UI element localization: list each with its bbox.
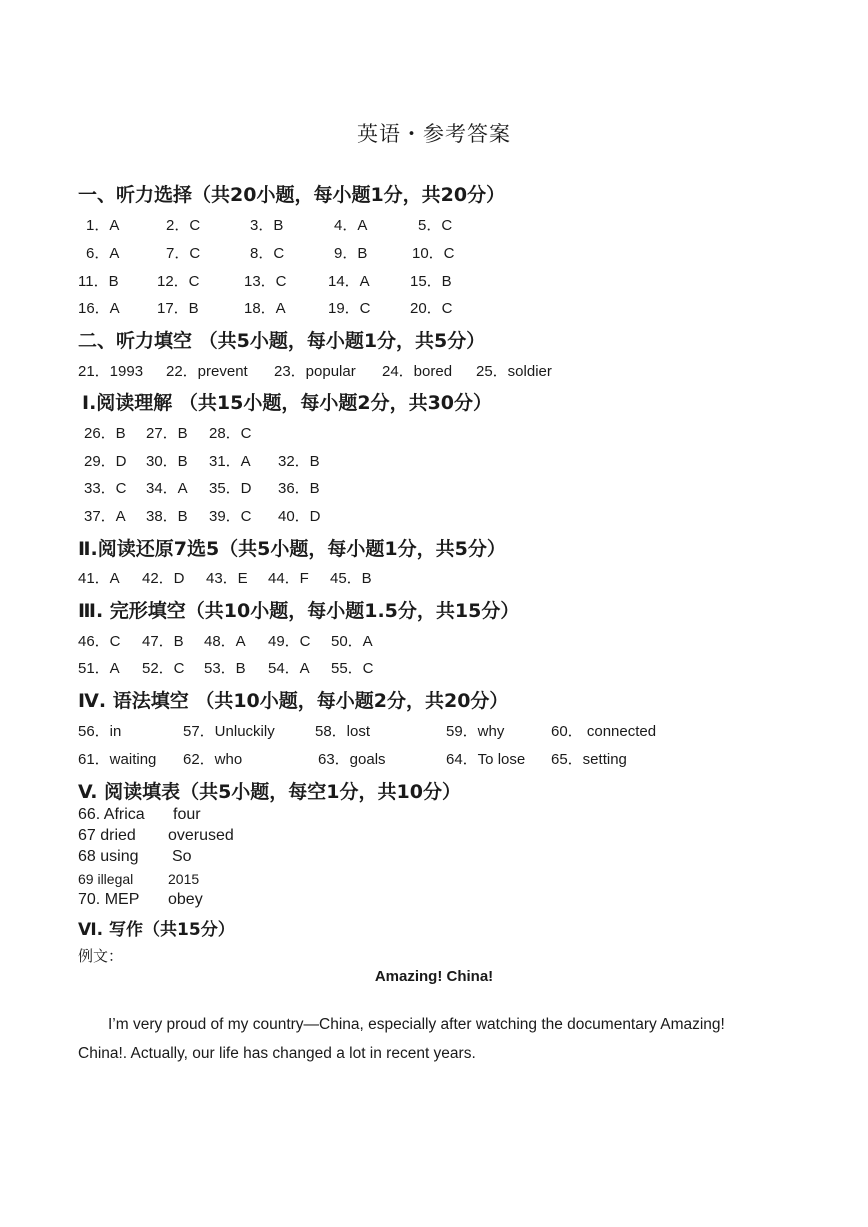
answer-item: 2015	[168, 871, 200, 887]
section-heading-grammar: Ⅳ. 语法填空 （共10小题，每小题2分，共20分）	[78, 690, 509, 712]
answer-item: 32．B	[278, 453, 320, 470]
answer-item: 44．F	[268, 570, 309, 587]
answer-item: 37．A	[84, 508, 126, 525]
section-heading-table-fill: V. 阅读填表（共5小题，每空1分，共10分）	[78, 781, 461, 803]
answer-item: 36．B	[278, 480, 320, 497]
answer-item: 48．A	[204, 633, 246, 650]
section-heading-listening-choice: 一、听力选择（共20小题，每小题1分，共20分）	[78, 184, 506, 206]
answer-item: 25．soldier	[476, 363, 552, 380]
answer-item: 19．C	[328, 300, 371, 317]
answer-item: 29．D	[84, 453, 127, 470]
answer-item: 31．A	[209, 453, 251, 470]
page-title: 英语・参考答案	[357, 122, 511, 146]
answer-item: 14．A	[328, 273, 370, 290]
section-heading-writing: Ⅵ. 写作（共15分）	[78, 920, 235, 940]
answer-item: 17．B	[157, 300, 199, 317]
answer-item: 35．D	[209, 480, 252, 497]
answer-item: 8．C	[250, 245, 285, 262]
answer-item: 26．B	[84, 425, 126, 442]
answer-item: 60． connected	[551, 723, 657, 740]
answer-item: 38．B	[146, 508, 188, 525]
answer-item: 10．C	[412, 245, 455, 262]
answer-item: 47．B	[142, 633, 184, 650]
answer-item: 24．bored	[382, 363, 453, 380]
answer-item: 4．A	[334, 217, 368, 234]
answer-item: 50．A	[331, 633, 373, 650]
answer-item: 18．A	[244, 300, 286, 317]
example-label: 例文：	[78, 947, 124, 965]
answer-item: 55．C	[331, 660, 374, 677]
answer-item: 53．B	[204, 660, 246, 677]
answer-item: 64．To lose	[446, 751, 526, 768]
answer-item: 15．B	[410, 273, 452, 290]
answer-item: 46．C	[78, 633, 121, 650]
section-heading-cloze: Ⅲ. 完形填空（共10小题，每小题1.5分，共15分）	[78, 600, 520, 622]
answer-item: 43．E	[206, 570, 248, 587]
answer-item: 40．D	[278, 508, 321, 525]
answer-item: overused	[168, 827, 234, 844]
answer-item: 34．A	[146, 480, 188, 497]
answer-item: 56．in	[78, 723, 122, 740]
answer-item: 63．goals	[318, 751, 386, 768]
answer-item: 65．setting	[551, 751, 627, 768]
answer-item: 22．prevent	[166, 363, 248, 380]
essay-title: Amazing! China!	[374, 968, 494, 985]
answer-item: 39．C	[209, 508, 252, 525]
answer-item: 21．1993	[78, 363, 144, 380]
answer-item: 58．lost	[315, 723, 371, 740]
answer-item: 16．A	[78, 300, 120, 317]
answer-item: 66. Africa	[78, 806, 145, 823]
answer-item: 3．B	[250, 217, 284, 234]
answer-item: 27．B	[146, 425, 188, 442]
section-heading-listening-fill: 二、听力填空 （共5小题，每小题1分，共5分）	[78, 330, 486, 352]
answer-item: 57．Unluckily	[183, 723, 275, 740]
answer-item: four	[173, 806, 201, 823]
answer-item: 2．C	[166, 217, 201, 234]
answer-item: 1．A	[86, 217, 120, 234]
answer-item: 52．C	[142, 660, 185, 677]
answer-item: 70. MEP	[78, 891, 140, 908]
answer-item: 42．D	[142, 570, 185, 587]
answer-item: 20．C	[410, 300, 453, 317]
section-heading-reading: Ⅰ.阅读理解 （共15小题，每小题2分，共30分）	[82, 392, 493, 414]
answer-item: 59．why	[446, 723, 505, 740]
answer-item: obey	[168, 891, 203, 908]
answer-item: 69 illegal	[78, 871, 134, 887]
answer-item: 61．waiting	[78, 751, 157, 768]
answer-item: 9．B	[334, 245, 368, 262]
answer-item: So	[172, 848, 192, 865]
essay-paragraph: I’m very proud of my country—China, especially after watching the documentary Amazing! China!. Actually, our life has changed a lot in recent years.	[78, 1016, 725, 1062]
answer-item: 41．A	[78, 570, 120, 587]
answer-item: 45．B	[330, 570, 372, 587]
answer-item: 13．C	[244, 273, 287, 290]
answer-item: 5．C	[418, 217, 453, 234]
answer-item: 51．A	[78, 660, 120, 677]
answer-item: 54．A	[268, 660, 310, 677]
answer-item: 7．C	[166, 245, 201, 262]
answer-item: 49．C	[268, 633, 311, 650]
answer-item: 33．C	[84, 480, 127, 497]
answer-item: 11．B	[78, 273, 119, 290]
answer-item: 30．B	[146, 453, 188, 470]
answer-item: 6．A	[86, 245, 120, 262]
answer-item: 12．C	[157, 273, 200, 290]
answer-item: 68 using	[78, 848, 139, 865]
section-heading-seven-choose-five: Ⅱ.阅读还原7选5（共5小题，每小题1分，共5分）	[78, 538, 506, 560]
answer-item: 23．popular	[274, 363, 356, 380]
answer-item: 62．who	[183, 751, 243, 768]
answer-item: 67 dried	[78, 827, 136, 844]
answer-item: 28．C	[209, 425, 252, 442]
